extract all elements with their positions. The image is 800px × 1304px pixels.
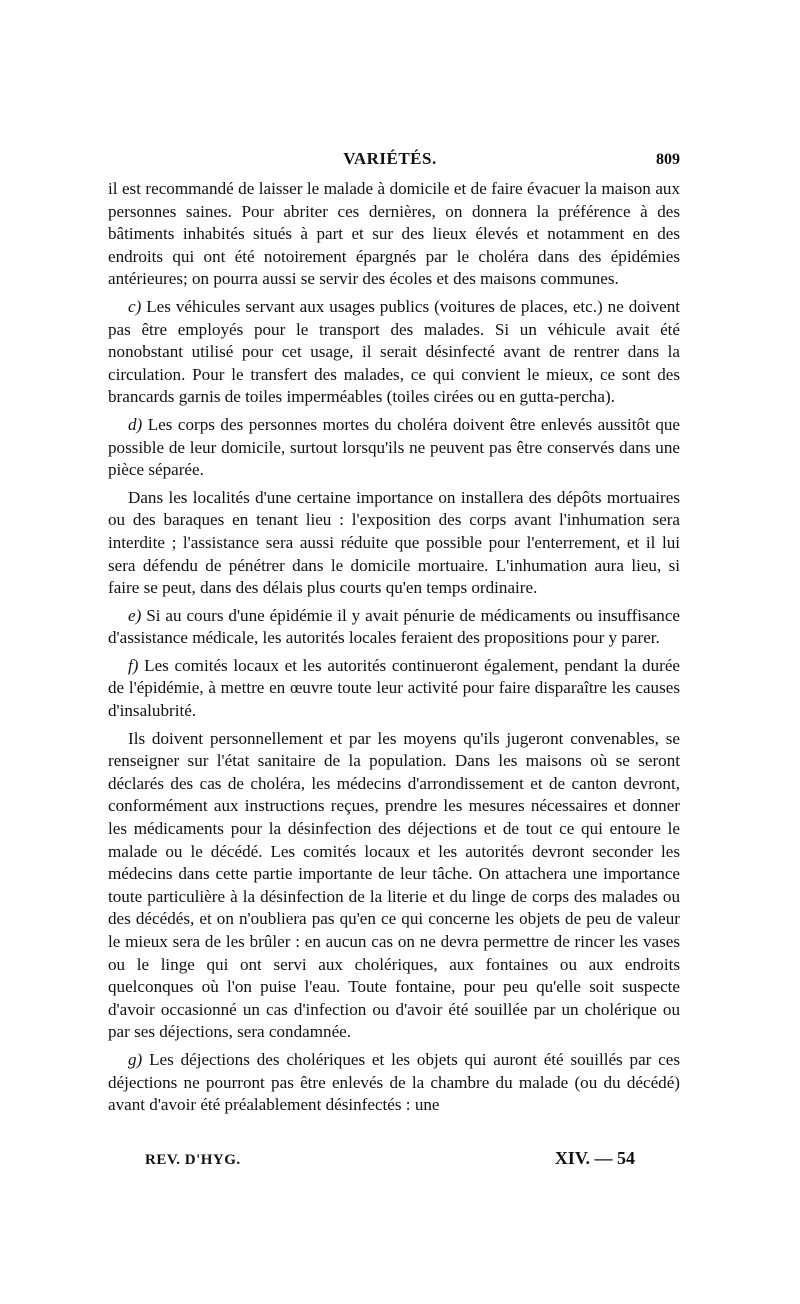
body-text <box>108 178 680 1122</box>
paragraph-text: Dans les localités d'une certaine importance on installera des dépôts mortuaires ou des baraques en tenant lieu : l'exposition des corps avant l'inhumation sera interdite ; l'assistance sera aussi réduite que possible pour l'enterrement, et il lui sera défendu de pénétrer dans le domicile mortuaire. L'inhumation aura lieu, si faire se peut, dans des délais plus courts qu'en temps ordinaire. <box>108 487 680 598</box>
paragraph-depots <box>108 487 680 600</box>
item-label: g) <box>128 1049 143 1069</box>
running-head <box>100 146 680 170</box>
paragraph-item-d <box>108 414 680 482</box>
paragraph-text: Ils doivent personnellement et par les moyens qu'ils jugeront convenables, se renseigner sur l'état sanitaire de la population. Dans les maisons où se seront déclarés des cas de choléra, les médecins d'arrondissement et de canton devront, conformément aux instructions reçues, prendre les mesures nécessaires et donner les médicaments pour la désinfection des déjections et de tout ce qui entoure le malade ou le décédé. Les comités locaux et les autorités devront seconder les médecins dans cette partie importante de leur tâche. On attachera une importance toute particulière à la désinfection de la literie et du linge de corps des malades ou des décédés, et on n'oubliera pas qu'en ce qui concerne les objets de peu de valeur le mieux sera de les brûler : en aucun cas on ne devra permettre de rincer les vases ou le linge qui ont servi aux cholériques, aux fontaines ou aux endroits quelconques où l'on puise l'eau. Toute fontaine, pour peu qu'elle soit suspecte d'avoir occasionné un cas d'infection ou d'avoir été souillée par un cholérique ou par ses déjections, sera condamnée. <box>108 728 680 1042</box>
page-number: 809 <box>656 151 680 168</box>
item-label: e) <box>128 605 142 625</box>
paragraph-text: Les véhicules servant aux usages publics (voitures de places, etc.) ne doivent pas être employés pour le transport des malades. Si un véhicule avait été nonobstant utilisé pour cet usage, il serait désinfecté avant de rentrer dans la circulation. Pour le transfert des malades, ce qui convient le mieux, ce sont des brancards garnis de toiles imperméables (toiles cirées ou en gutta-percha). <box>108 296 680 407</box>
paragraph-item-e <box>108 605 680 650</box>
item-label: c) <box>128 296 142 316</box>
page-footer <box>145 1148 635 1176</box>
paragraph-text: Si au cours d'une épidémie il y avait pénurie de médicaments ou insuffisance d'assistance médicale, les autorités locales feraient des propositions pour y parer. <box>108 605 680 648</box>
paragraph-text: Les déjections des cholériques et les objets qui auront été souillés par ces déjections ne pourront pas être enlevés de la chambre du malade (ou du décédé) avant d'avoir été préalablement désinfectés : une <box>108 1049 680 1115</box>
volume-sheet-mark: XIV. — 54 <box>554 1148 635 1168</box>
paragraph-item-f <box>108 655 680 723</box>
paragraph-text: Les comités locaux et les autorités continueront également, pendant la durée de l'épidémie, à mettre en œuvre toute leur activité pour faire disparaître les causes d'insalubrité. <box>108 655 680 721</box>
paragraph-measures <box>108 728 680 1044</box>
paragraph-continuation <box>108 178 680 291</box>
paragraph-text: Les corps des personnes mortes du choléra doivent être enlevés aussitôt que possible de leur domicile, surtout lorsqu'ils ne peuvent pas être conservés dans une pièce séparée. <box>108 414 680 480</box>
paragraph-item-c <box>108 296 680 409</box>
journal-signature: REV. D'HYG. <box>145 1152 241 1168</box>
running-title: VARIÉTÉS. <box>343 149 437 168</box>
paragraph-text: il est recommandé de laisser le malade à domicile et de faire évacuer la maison aux personnes saines. Pour abriter ces dernières, on donnera la préférence à des bâtiments inhabités situés à part et sur des lieux élevés et notamment en des endroits qui ont été notoirement épargnés par le choléra dans des épidémies antérieures; on pourra aussi se servir des écoles et des maisons communes. <box>108 179 680 289</box>
item-label: f) <box>128 655 139 675</box>
item-label: d) <box>128 414 143 434</box>
paragraph-item-g <box>108 1049 680 1117</box>
